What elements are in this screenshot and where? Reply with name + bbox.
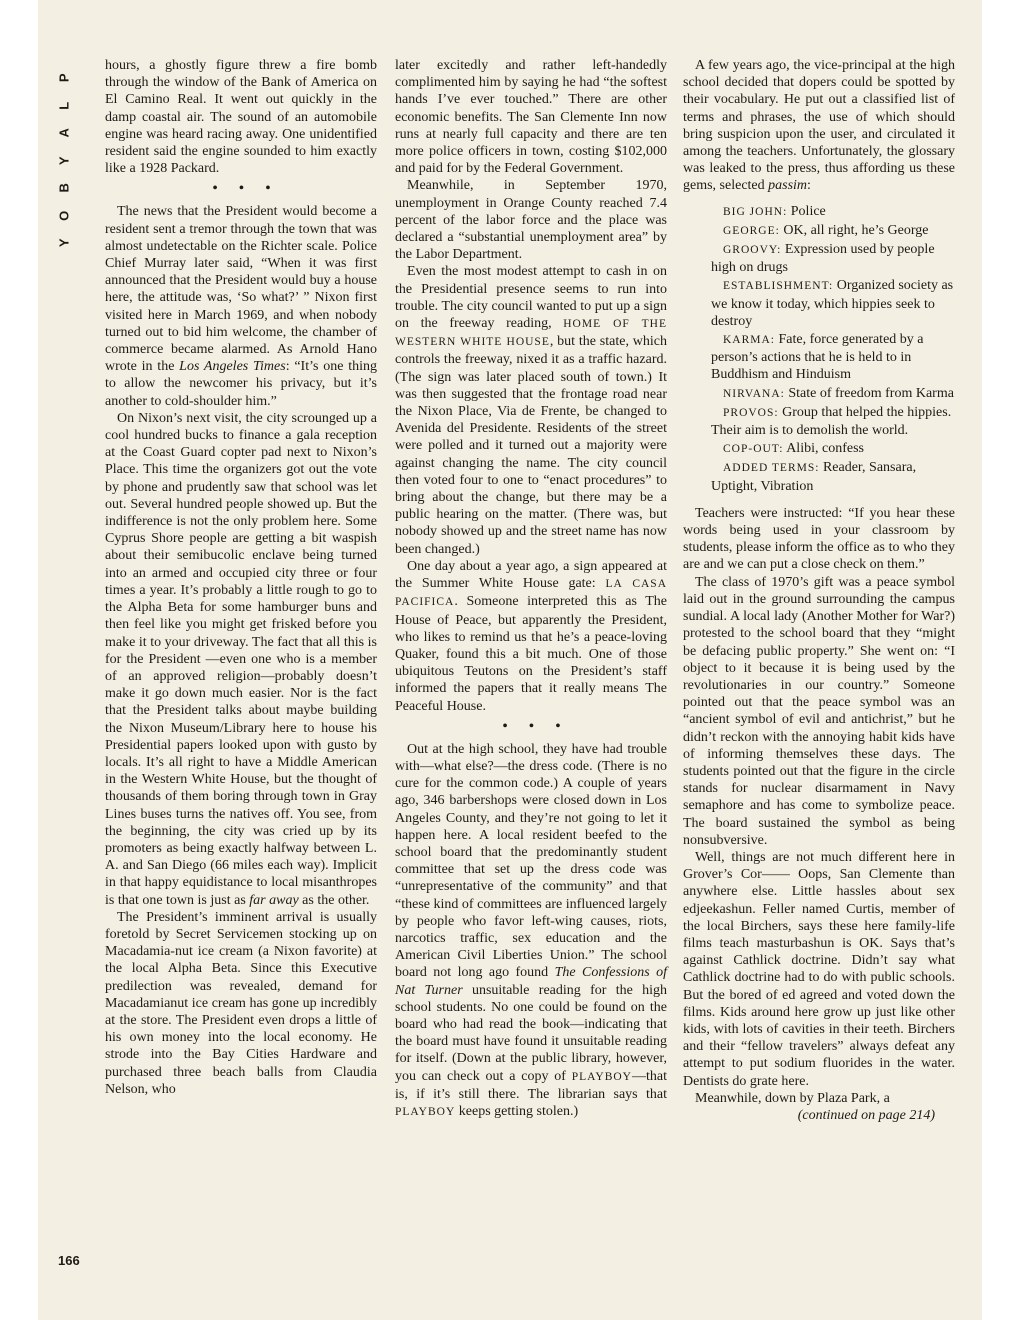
paragraph: Meanwhile, down by Plaza Park, a bbox=[695, 1090, 890, 1106]
text-run: as the other. bbox=[298, 892, 370, 908]
text-run: Out at the high school, they have had trouble with—what else?—the dress code. (There is no cure for the common code.) A couple of years ago, 346 barbershops were closed down in Los Angeles County, and they’re not going to let it happen here. A local resident beefed to the school board that the predominantly student committee that set up the dress code was “unrepresentative of the community” and that “these kind of committees are influenced largely by people who favor left-wing causes, riots, narcotics traffic, sex education and the American Civil Liberties Union.” The school board not long ago found bbox=[395, 741, 667, 981]
italic-title: The Confessions of Nat Turner bbox=[395, 965, 668, 998]
glossary-definition: Reader, Sansara, Uptight, Vibration bbox=[711, 460, 917, 494]
text-run: One day about a year ago, a sign appeared at the Summer White House gate: bbox=[395, 558, 667, 592]
magazine-name: PLAYBOY bbox=[395, 1105, 456, 1118]
text-run: keeps getting stolen.) bbox=[455, 1103, 579, 1119]
glossary-term: BIG JOHN: bbox=[723, 205, 788, 218]
paragraph: The class of 1970’s gift was a peace symbol laid out in the ground surrounding the campus sundial. A local lady (Another Mother for War?) protested to the school board that they “might be defacing public property.” She went on: “I object to it because it is being used by the revolutionaries in our country.” Someone pointed out that the peace symbol was an “ancient symbol of evil and antichrist,” but he didn’t reckon with the annoying habit kids have of informing themselves these days. The students pointed out that the figure in the circle stands for nuclear disarmament in Navy semaphore and has come to symbolize peace. The board sustained the symbol as being nonsubversive. bbox=[683, 574, 955, 848]
sign-text: HOME OF THE WESTERN WHITE HOUSE bbox=[395, 318, 667, 349]
text-run: : “It’s one thing to allow the newcomer his privacy, but it’s another to cold-shoulder him.” bbox=[105, 359, 377, 409]
running-head-letter: A bbox=[56, 128, 72, 138]
glossary-term: ESTABLISHMENT: bbox=[723, 280, 834, 293]
paragraph: Meanwhile, in September 1970, unemployment in Orange County reached 7.4 percent of the labor force and the place was declared a “substantial unemployment area” by the Labor Department. bbox=[395, 178, 667, 263]
text-run: unsuitable reading for the high school students. No one could be found on the board who had read the book—indicating that the board must have found it unsuitable reading for itself. (Down at the public library, however, you can check out a copy of bbox=[395, 982, 667, 1084]
glossary-entry bbox=[683, 277, 955, 330]
paragraph: hours, a ghostly figure threw a fire bomb through the window of the Bank of America on El Camino Real. It went out quickly in the damp coastal air. The sound of an automobile engine was heard racing away. One unidentified resident said the engine sounded to him exactly like a 1928 Packard. bbox=[105, 58, 377, 177]
running-head-letter: B bbox=[56, 183, 72, 193]
italic-word: passim bbox=[768, 178, 808, 194]
running-head-letter: Y bbox=[56, 155, 72, 165]
glossary-entry bbox=[683, 222, 955, 240]
paragraph: The President’s imminent arrival is usually foretold by Secret Servicemen stocking up on Macadamia-nut ice cream (a Nixon favorite) at the local Alpha Beta. Since this Executive predilection was revealed, demand for Macadamianut ice cream has gone up incredibly at the store. The President even drops a little of his own money into the local economy. He strode into the Bay Cities Hardware and purchased three beach balls from Claudia Nelson, who bbox=[105, 909, 377, 1097]
text-column-1 bbox=[105, 57, 377, 1098]
text-run: : bbox=[807, 178, 811, 194]
text-run: . Someone interpreted this as The House of Peace, but apparently the President, who likes to remind us that he’s a peace-loving Quaker, found this a bit much. One of those ubiquitous Teutons on the President’s staff informed the papers that it really means The Peaceful House. bbox=[395, 594, 667, 714]
glossary-term: ADDED TERMS: bbox=[723, 462, 820, 475]
glossary-term: GEORGE: bbox=[723, 224, 780, 237]
continued-note: (continued on page 214) bbox=[797, 1107, 935, 1123]
running-head bbox=[58, 64, 84, 257]
glossary-definition: Expression used by people high on drugs bbox=[711, 242, 935, 276]
magazine-name: PLAYBOY bbox=[571, 1070, 632, 1083]
sign-text: LA CASA PACIFICA bbox=[395, 578, 667, 609]
glossary-entry bbox=[683, 331, 955, 384]
glossary-definition: Organized society as we know it today, which hippies seek to destroy bbox=[711, 278, 954, 329]
section-break: • • • bbox=[502, 718, 570, 734]
glossary-entry bbox=[683, 241, 955, 276]
glossary-entry bbox=[683, 203, 955, 221]
paragraph: Teachers were instructed: “If you hear these words being used in your classroom by students, please inform the office as to who they are and we can put a close check on them.” bbox=[683, 505, 955, 573]
text-run: , but the state, which controls the freeway, nixed it as a traffic hazard. (The sign was later placed south of town.) It was then suggested that the frontage road near the Nixon Place, Via de Frente, be changed to Avenida del Presidente. Residents of the street were polled and it turned out a majority were against changing the name. The city council then voted four to one to “enact procedures” to bring about the change, but there may be a public hearing on the matter. (There was, but nobody showed up and the street name has now been changed.) bbox=[395, 334, 667, 557]
glossary-term: KARMA: bbox=[723, 334, 776, 347]
text-column-3 bbox=[683, 57, 955, 1124]
paragraph: later excitedly and rather left-handedly complimented him by saying he had “the softest hands I’ve ever touched.” There are other economic benefits. The San Clemente Inn now runs at nearly full capacity and there are ten more police officers in town, costing $102,000 and paid for by the Federal Government. bbox=[395, 58, 667, 177]
glossary-definition: Fate, force generated by a person’s actions that he is held to in Buddhism and Hinduism bbox=[711, 332, 924, 383]
glossary-entry bbox=[683, 404, 955, 439]
page-number: 166 bbox=[58, 1253, 80, 1268]
paragraph bbox=[395, 741, 667, 1121]
glossary-definition: Group that helped the hippies. Their aim is to demolish the world. bbox=[711, 404, 952, 439]
running-head-letter: L bbox=[56, 101, 72, 110]
glossary-definition: State of freedom from Karma bbox=[784, 385, 954, 401]
glossary-entry bbox=[683, 385, 955, 403]
glossary-term: GROOVY: bbox=[723, 244, 782, 257]
glossary-term: PROVOS: bbox=[723, 406, 779, 419]
paragraph bbox=[105, 203, 377, 409]
glossary-term: COP-OUT: bbox=[723, 443, 784, 456]
paragraph bbox=[395, 263, 667, 557]
paragraph bbox=[395, 558, 667, 715]
text-run: Even the most modest attempt to cash in on the Presidential presence seems to run into trouble. The city council wanted to put up a sign on the freeway reading, bbox=[395, 264, 667, 332]
section-break: • • • bbox=[212, 181, 280, 197]
text-column-2 bbox=[395, 57, 667, 1121]
text-run: The news that the President would become a resident sent a tremor through the town that was almost undetectable on the Richter scale. Police Chief Murray later said, “When it was first announced that the President would buy a house here, the attitude was, ‘So what?’ ” Nixon first visited here in March 1969, and when nobody turned out to bid him welcome, the chamber of commerce became alarmed. As Arnold Hano wrote in the bbox=[105, 204, 377, 375]
italic-title: Los Angeles Times bbox=[179, 359, 286, 375]
running-head-letter: O bbox=[56, 210, 72, 221]
text-run: A few years ago, the vice-principal at the high school decided that dopers could be spotted by their vocabulary. He put out a classified list of terms and phrases, the use of which should bring suspicion upon the user, and circulated it among the teachers. Unfortunately, the glossary was leaked to the press, thus affording us these gems, selected bbox=[683, 58, 955, 194]
italic-phrase: far away bbox=[249, 892, 299, 908]
paragraph: Well, things are not much different here in Grover’s Cor—— Oops, San Clemente than anywhere else. Little hassles about sex edjeekashun. Feller named Curtis, member of the local Birchers, says these here family-life films teach masturbashun is OK. Says that’s against Cathlick doctrine. Didn’t say what Cathlick doctrine had to do with public schools. But the bored of ed agreed and voted down the films. Kids around here grow up just like other kids, with lots of cavities in their teeth. Birchers and their “fellow travelers” always defeat any attempt to put sodium fluorides in the water. Dentists do grate here. bbox=[683, 849, 955, 1089]
glossary-definition: OK, all right, he’s George bbox=[779, 222, 929, 238]
glossary-term: NIRVANA: bbox=[723, 387, 785, 400]
glossary-list bbox=[683, 203, 955, 495]
text-run: On Nixon’s next visit, the city scrounged up a cool hundred bucks to finance a gala reception at the Coast Guard copter pad next to Nixon’s Place. This time the organizers got out the vote by phone and prudently saw that school was let out. Several hundred people showed up. But the indifference is not the only problem here. Some Cyprus Shore people are getting a bit waspish about their semibucolic enclave being turned into an armed and occupied city three or four times a year. It’s probably a little rough to go to the Alpha Beta for some hamburger buns and then feel like you might get frisked before you make it to your driveway. The fact that all this is for the President —even one who is a member of an approved religion—probably doesn’t make it go down much easier. Nor is the fact that the President talks about maybe building the Nixon Museum/Library here to house his Presidential papers looked upon with gusto by locals. It’s all right to have a Middle American in the Western White House, but the thought of thousands of them boring through town in Gray Lines buses turns the natives off. You see, from the beginning, the city was cried up by its promoters as being exactly halfway between L. A. and San Diego (66 miles each way). Implicit in that happy equidistance to local misanthropes is that one town is just as bbox=[105, 410, 377, 908]
glossary-entry bbox=[683, 459, 955, 494]
paragraph bbox=[683, 57, 955, 195]
glossary-entry bbox=[683, 440, 955, 458]
glossary-definition: Alibi, confess bbox=[783, 441, 864, 457]
running-head-letter: Y bbox=[56, 238, 72, 248]
text-run: —that is, if it’s still there. The librarian says that bbox=[395, 1068, 667, 1102]
running-head-letter: P bbox=[56, 73, 72, 83]
glossary-definition: Police bbox=[787, 203, 826, 219]
paragraph bbox=[105, 410, 377, 909]
